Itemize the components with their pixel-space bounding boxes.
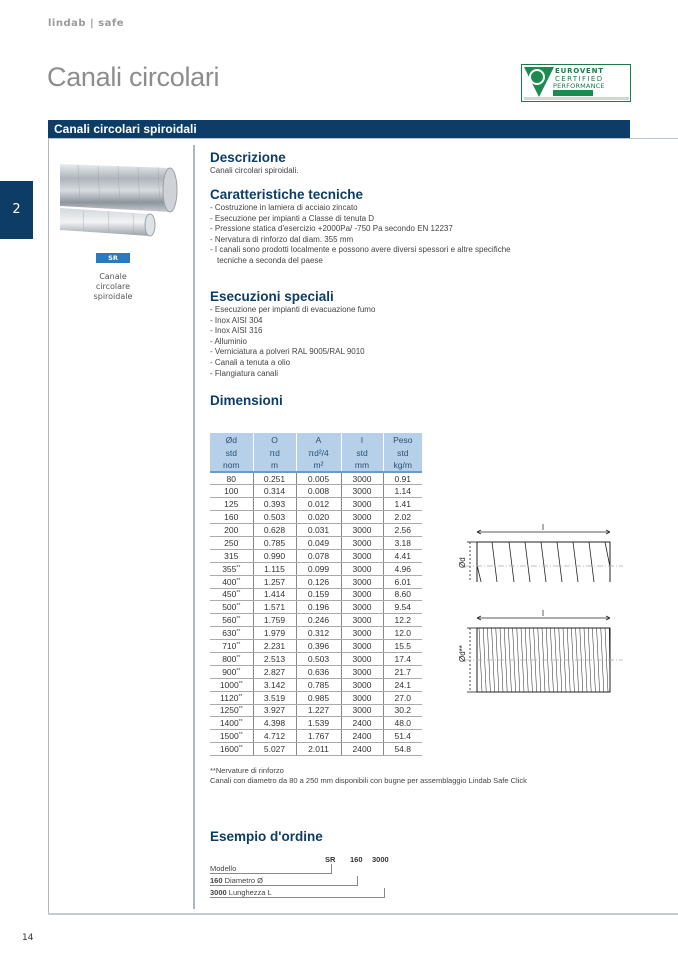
table-row	[210, 717, 422, 730]
table-cell: 0.91	[383, 472, 422, 485]
table-header-cell: Peso	[383, 433, 422, 446]
table-cell: 3000	[341, 678, 383, 691]
list-item: - Nervatura di rinforzo dal diam. 355 mm	[210, 234, 354, 244]
table-cell: 51.4	[383, 730, 422, 743]
table-cell: 315	[210, 549, 253, 562]
table-row	[210, 614, 422, 627]
table-row	[210, 562, 422, 575]
heading-dimensioni: Dimensioni	[210, 393, 283, 408]
table-cell: 0.049	[296, 536, 341, 549]
table-cell: 1.759	[253, 614, 296, 627]
table-cell: 355**	[210, 562, 253, 575]
length-label: l	[542, 523, 544, 532]
table-cell: 1.257	[253, 575, 296, 588]
table-row	[210, 472, 422, 485]
table-row	[210, 691, 422, 704]
table-cell: 3000	[341, 524, 383, 537]
table-cell: 80	[210, 472, 253, 485]
table-cell: 4.398	[253, 717, 296, 730]
table-cell: 6.01	[383, 575, 422, 588]
table-cell: 800**	[210, 652, 253, 665]
table-cell: 12.2	[383, 614, 422, 627]
list-item: - Flangiatura canali	[210, 368, 279, 378]
table-row	[210, 652, 422, 665]
eurovent-url-strip	[524, 97, 629, 100]
table-cell: 1000**	[210, 678, 253, 691]
list-item: - I canali sono prodotti localmente e possono avere diversi spessori e altre specifiche	[210, 245, 511, 255]
order-code-length: 3000	[372, 855, 389, 864]
table-notes	[210, 766, 527, 786]
table-cell: 1.14	[383, 485, 422, 498]
table-cell: 0.012	[296, 498, 341, 511]
table-cell: 3000	[341, 652, 383, 665]
product-caption	[80, 272, 146, 302]
heading-descrizione: Descrizione	[210, 150, 286, 165]
table-cell: 1.539	[296, 717, 341, 730]
list-item: - Esecuzione per impianti a Classe di tenuta D	[210, 213, 375, 223]
table-cell: 1400**	[210, 717, 253, 730]
table-cell: 1.115	[253, 562, 296, 575]
dimensions-table	[210, 433, 422, 756]
section-rule	[48, 138, 678, 139]
table-cell: 0.985	[296, 691, 341, 704]
column-divider	[193, 145, 195, 909]
table-row	[210, 588, 422, 601]
table-header-cell: m	[253, 459, 296, 472]
table-cell: 900**	[210, 665, 253, 678]
table-header-row	[210, 446, 422, 459]
table-cell: 3000	[341, 704, 383, 717]
table-cell: 3000	[341, 588, 383, 601]
table-header-row	[210, 459, 422, 472]
table-cell: 54.8	[383, 743, 422, 756]
order-value: 160	[210, 876, 223, 885]
order-label: Lunghezza L	[226, 888, 272, 897]
table-row	[210, 524, 422, 537]
table-cell: 0.251	[253, 472, 296, 485]
table-header-cell: Ød	[210, 433, 253, 446]
table-cell: 1.227	[296, 704, 341, 717]
table-header-row	[210, 433, 422, 446]
table-row	[210, 511, 422, 524]
caption-line: spiroidale	[93, 292, 133, 301]
caption-line: Canale	[99, 272, 127, 281]
table-cell: 3000	[341, 665, 383, 678]
list-item: - Costruzione in lamiera di acciaio zincato	[210, 203, 358, 212]
table-cell: 0.314	[253, 485, 296, 498]
descrizione-text: Canali circolari spiroidali.	[210, 166, 299, 175]
table-header-cell: m²	[296, 459, 341, 472]
table-cell: 3.927	[253, 704, 296, 717]
table-cell: 3000	[341, 498, 383, 511]
table-cell: 4.96	[383, 562, 422, 575]
eurovent-line2: CERTIFIED	[555, 75, 604, 83]
table-header-cell: std	[383, 446, 422, 459]
table-cell: 48.0	[383, 717, 422, 730]
table-row	[210, 640, 422, 653]
table-cell: 1120**	[210, 691, 253, 704]
table-cell: 3.18	[383, 536, 422, 549]
table-cell: 12.0	[383, 627, 422, 640]
table-cell: 2.56	[383, 524, 422, 537]
table-header-cell: πd	[253, 446, 296, 459]
table-cell: 24.1	[383, 678, 422, 691]
table-cell: 3000	[341, 575, 383, 588]
table-cell: 3000	[341, 640, 383, 653]
eurovent-bar	[553, 90, 593, 96]
table-header-cell: πd²/4	[296, 446, 341, 459]
table-cell: 3000	[341, 511, 383, 524]
table-header-cell: std	[341, 446, 383, 459]
table-cell: 3000	[341, 485, 383, 498]
table-cell: 2400	[341, 743, 383, 756]
table-cell: 250	[210, 536, 253, 549]
duct-drawing-bottom	[455, 608, 625, 698]
heading-esempio: Esempio d'ordine	[210, 829, 323, 844]
table-cell: 630**	[210, 627, 253, 640]
table-header-cell: nom	[210, 459, 253, 472]
table-row	[210, 498, 422, 511]
eurovent-certified-logo	[521, 64, 631, 102]
table-cell: 5.027	[253, 743, 296, 756]
table-cell: 3000	[341, 536, 383, 549]
table-cell: 1250**	[210, 704, 253, 717]
eurovent-e-icon	[529, 69, 545, 85]
table-cell: 3000	[341, 691, 383, 704]
table-cell: 2400	[341, 730, 383, 743]
table-row	[210, 575, 422, 588]
list-item: - Inox AISI 316	[210, 326, 263, 336]
table-row	[210, 549, 422, 562]
table-cell: 9.54	[383, 601, 422, 614]
table-cell: 3000	[341, 614, 383, 627]
list-item: - Verniciatura a polveri RAL 9005/RAL 9010	[210, 347, 365, 357]
table-cell: 3000	[341, 601, 383, 614]
table-cell: 0.785	[296, 678, 341, 691]
chapter-tab[interactable]: 2	[0, 181, 33, 239]
table-row	[210, 743, 422, 756]
table-cell: 0.503	[253, 511, 296, 524]
list-item: tecniche a seconda del paese	[217, 255, 323, 265]
table-cell: 15.5	[383, 640, 422, 653]
table-cell: 27.0	[383, 691, 422, 704]
table-cell: 125	[210, 498, 253, 511]
table-cell: 0.005	[296, 472, 341, 485]
table-cell: 3.142	[253, 678, 296, 691]
heading-esecuzioni: Esecuzioni speciali	[210, 289, 334, 304]
section-title: Canali circolari spiroidali	[54, 122, 197, 136]
table-cell: 200	[210, 524, 253, 537]
table-row	[210, 536, 422, 549]
table-cell: 30.2	[383, 704, 422, 717]
table-row	[210, 704, 422, 717]
table-cell: 500**	[210, 601, 253, 614]
table-cell: 2400	[341, 717, 383, 730]
table-cell: 0.312	[296, 627, 341, 640]
order-label: Modello	[210, 864, 237, 873]
note-reinforcement: **Nervature di rinforzo	[210, 766, 284, 775]
table-cell: 8.60	[383, 588, 422, 601]
table-header-cell: O	[253, 433, 296, 446]
table-cell: 1500**	[210, 730, 253, 743]
table-cell: 0.628	[253, 524, 296, 537]
table-header-cell: A	[296, 433, 341, 446]
table-cell: 710**	[210, 640, 253, 653]
table-cell: 100	[210, 485, 253, 498]
length-label: l	[542, 609, 544, 618]
order-code-diameter: 160	[350, 855, 363, 864]
table-cell: 4.41	[383, 549, 422, 562]
order-example	[210, 853, 400, 899]
table-cell: 2.827	[253, 665, 296, 678]
table-cell: 0.503	[296, 652, 341, 665]
table-header-cell: l	[341, 433, 383, 446]
frame-left-border	[48, 138, 49, 914]
table-row	[210, 627, 422, 640]
duct-drawing-top	[455, 522, 625, 582]
table-row	[210, 601, 422, 614]
table-cell: 0.990	[253, 549, 296, 562]
table-cell: 0.393	[253, 498, 296, 511]
table-cell: 1.767	[296, 730, 341, 743]
table-header-cell: std	[210, 446, 253, 459]
table-cell: 4.712	[253, 730, 296, 743]
table-cell: 3000	[341, 627, 383, 640]
heading-caratteristiche: Caratteristiche tecniche	[210, 187, 364, 202]
table-cell: 0.078	[296, 549, 341, 562]
table-cell: 0.636	[296, 665, 341, 678]
note-safe-click: Canali con diametro da 80 a 250 mm disponibili con bugne per assemblaggio Lindab Safe Click	[210, 776, 527, 785]
table-cell: 400**	[210, 575, 253, 588]
order-code-model: SR	[325, 855, 336, 864]
frame-bottom-border	[48, 913, 678, 915]
table-cell: 1600**	[210, 743, 253, 756]
esecuzioni-list	[210, 305, 375, 379]
caratteristiche-list	[210, 203, 511, 267]
table-cell: 2.011	[296, 743, 341, 756]
table-cell: 1.41	[383, 498, 422, 511]
order-label: Diametro Ø	[222, 876, 263, 885]
brand-header: lindab | safe	[48, 18, 124, 29]
table-cell: 0.785	[253, 536, 296, 549]
list-item: - Esecuzione per impianti di evacuazione fumo	[210, 305, 376, 314]
table-cell: 0.159	[296, 588, 341, 601]
table-row	[210, 678, 422, 691]
order-value: 3000	[210, 888, 227, 897]
page-number: 14	[22, 933, 34, 943]
section-title-bar	[48, 120, 630, 138]
list-item: - Pressione statica d'esercizio +2000Pa/ -750 Pa secondo EN 12237	[210, 224, 453, 234]
table-cell: 160	[210, 511, 253, 524]
table-cell: 2.231	[253, 640, 296, 653]
table-header-cell: kg/m	[383, 459, 422, 472]
table-cell: 3.519	[253, 691, 296, 704]
table-cell: 2.513	[253, 652, 296, 665]
table-row	[210, 485, 422, 498]
table-cell: 17.4	[383, 652, 422, 665]
product-code-badge: SR	[96, 253, 130, 263]
list-item: - Alluminio	[210, 336, 247, 346]
table-cell: 0.020	[296, 511, 341, 524]
table-cell: 0.246	[296, 614, 341, 627]
diameter-label: Ød	[458, 557, 467, 568]
table-row	[210, 730, 422, 743]
table-cell: 0.126	[296, 575, 341, 588]
page-title: Canali circolari	[47, 62, 220, 92]
order-row-model	[210, 864, 332, 874]
table-cell: 0.099	[296, 562, 341, 575]
list-item: - Inox AISI 304	[210, 315, 263, 325]
list-item: - Canali a tenuta a olio	[210, 357, 291, 367]
order-row-length	[210, 888, 385, 898]
table-cell: 21.7	[383, 665, 422, 678]
table-row	[210, 665, 422, 678]
table-cell: 450**	[210, 588, 253, 601]
table-cell: 0.008	[296, 485, 341, 498]
eurovent-line3: PERFORMANCE	[553, 82, 605, 90]
table-cell: 1.571	[253, 601, 296, 614]
table-cell: 1.414	[253, 588, 296, 601]
eurovent-line1: EUROVENT	[555, 67, 604, 75]
order-row-diameter	[210, 876, 358, 886]
table-cell: 0.396	[296, 640, 341, 653]
diameter-label: Ød**	[458, 645, 467, 662]
table-cell: 2.02	[383, 511, 422, 524]
table-cell: 0.196	[296, 601, 341, 614]
table-header-cell: mm	[341, 459, 383, 472]
spiral-duct-photo	[58, 160, 178, 238]
caption-line: circolare	[95, 282, 131, 291]
table-cell: 3000	[341, 549, 383, 562]
table-cell: 560**	[210, 614, 253, 627]
table-cell: 3000	[341, 472, 383, 485]
table-cell: 1.979	[253, 627, 296, 640]
table-cell: 0.031	[296, 524, 341, 537]
table-cell: 3000	[341, 562, 383, 575]
